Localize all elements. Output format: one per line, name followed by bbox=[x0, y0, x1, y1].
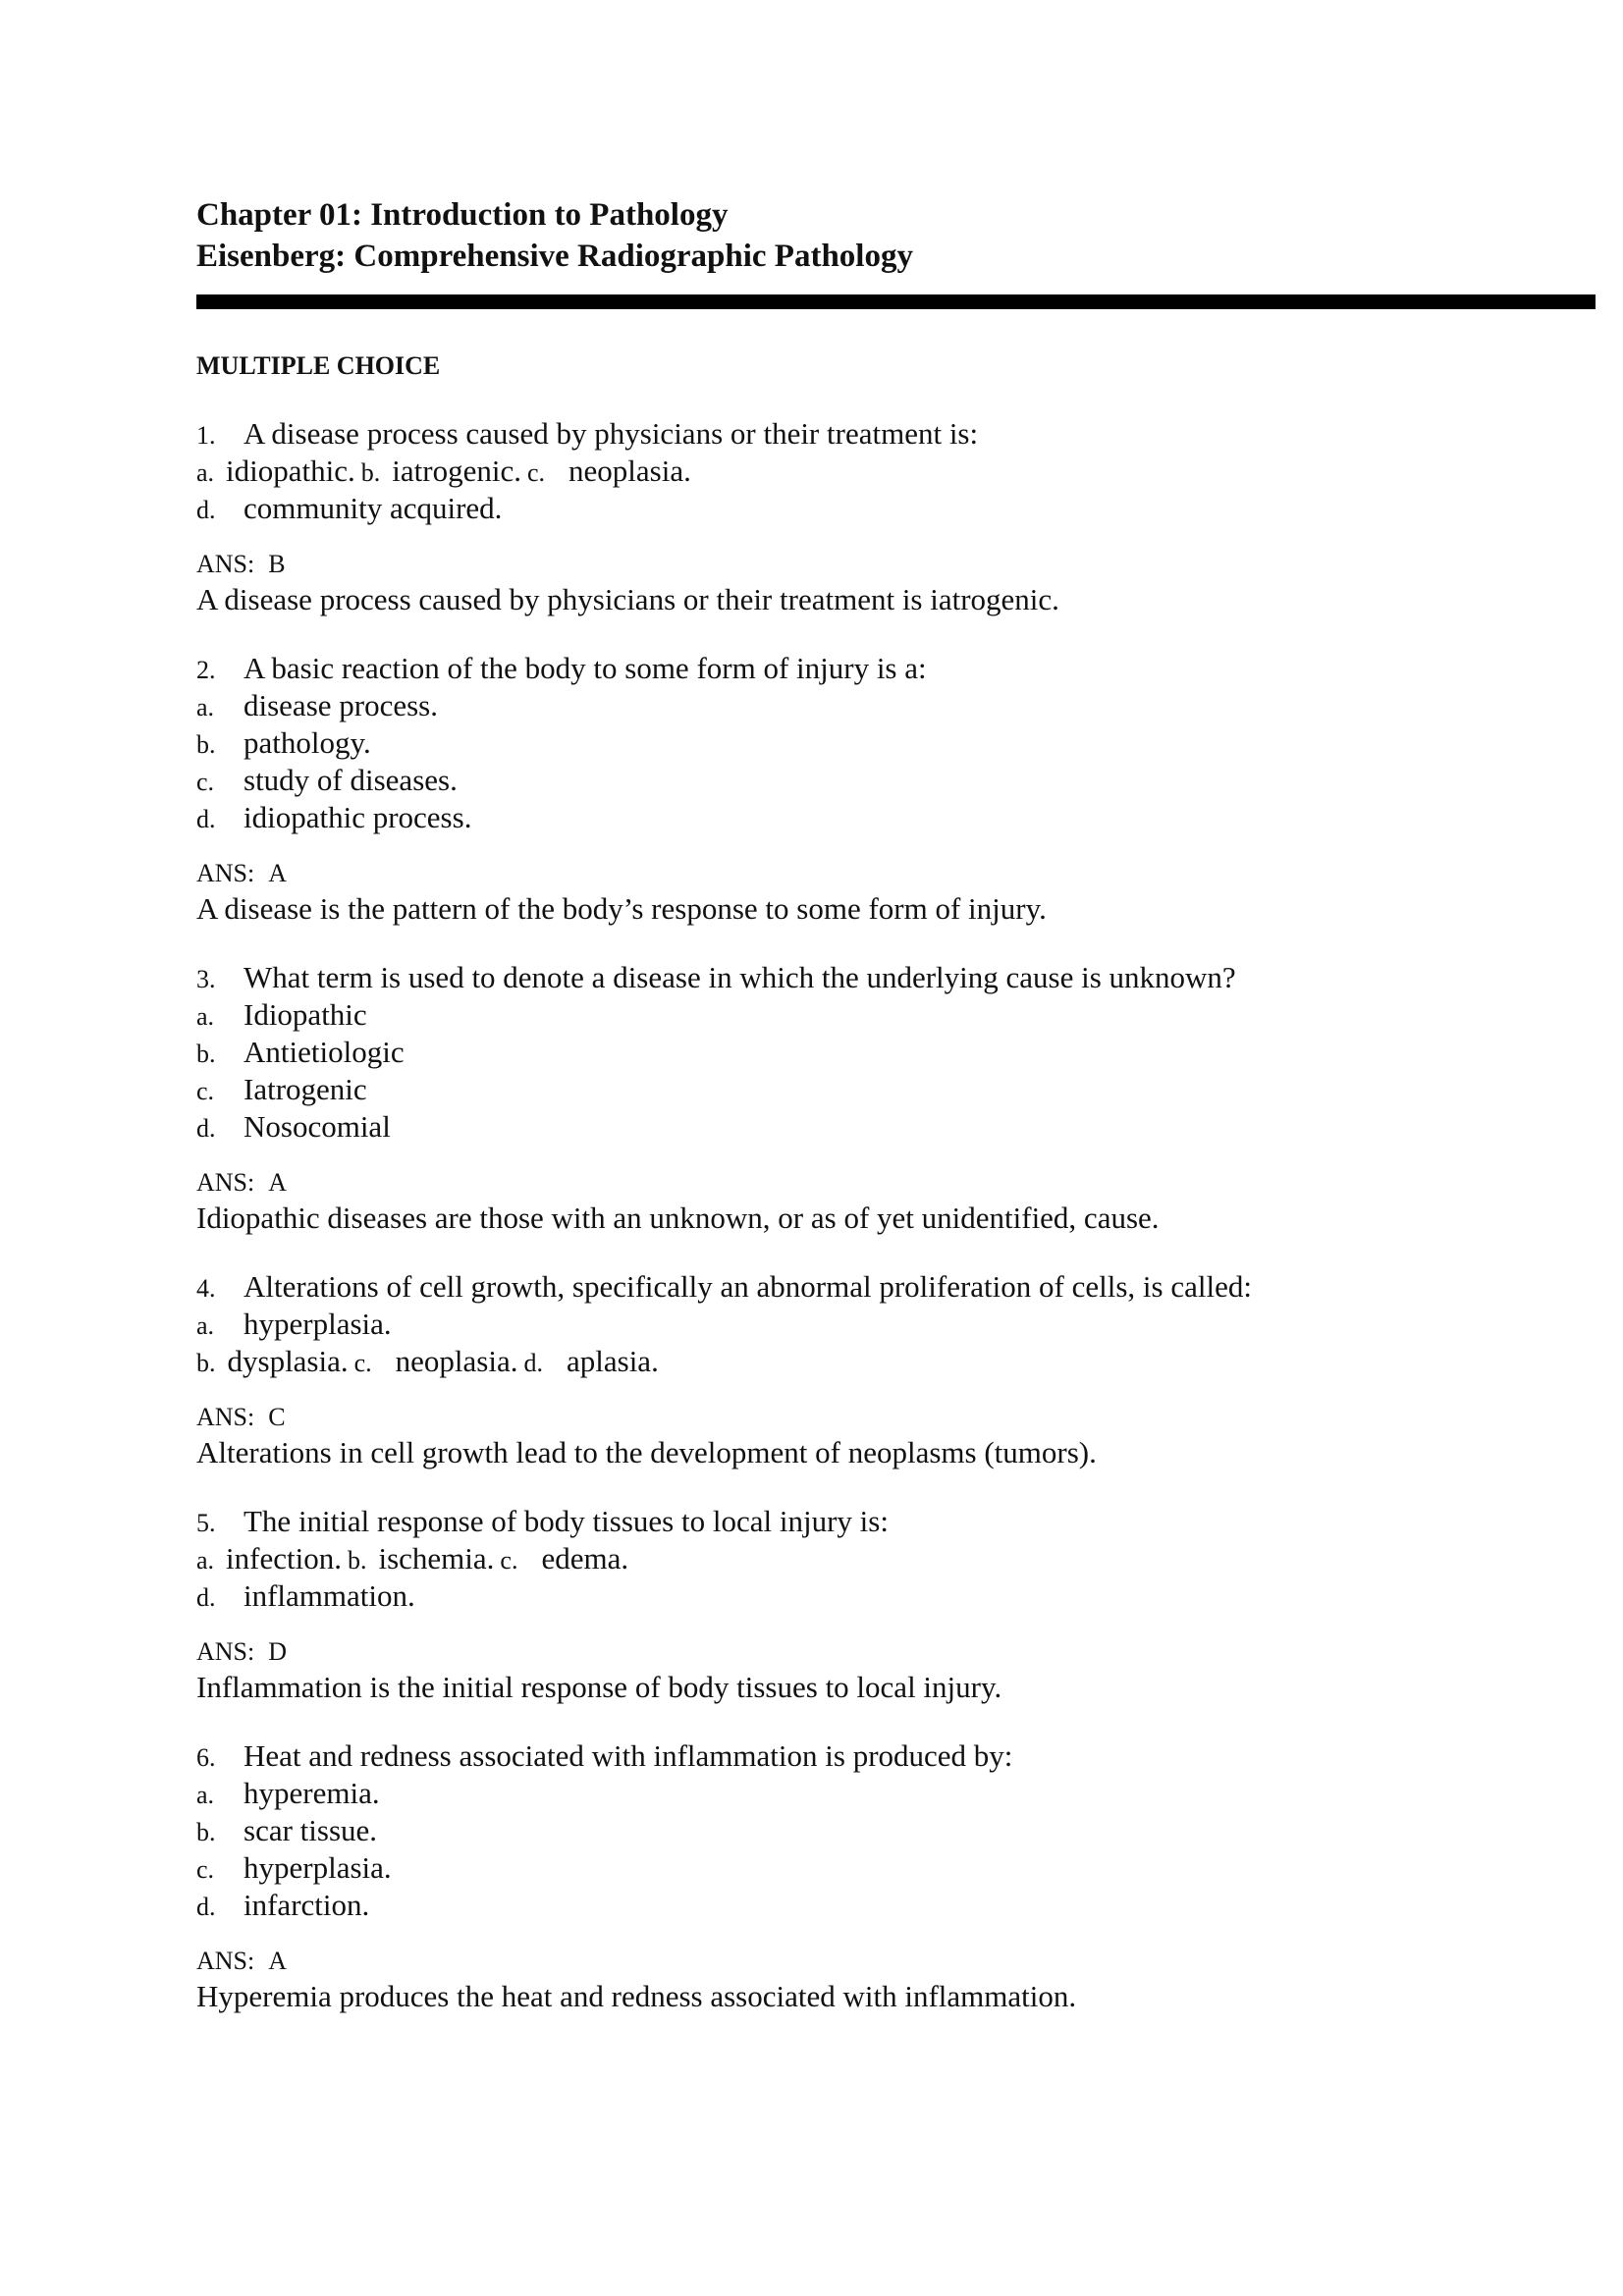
answer-line bbox=[196, 1401, 1600, 1434]
answer-value: A bbox=[268, 1947, 288, 1975]
question-number: 1. bbox=[196, 421, 216, 450]
question-stem bbox=[196, 416, 1600, 454]
option-text: Iatrogenic bbox=[243, 1072, 367, 1106]
option-text: study of diseases. bbox=[243, 763, 458, 797]
option bbox=[196, 725, 1600, 763]
option-text: infarction. bbox=[243, 1888, 370, 1922]
option-row bbox=[196, 1541, 1600, 1578]
answer-line bbox=[196, 1166, 1600, 1200]
option bbox=[196, 800, 1600, 837]
answer-explanation: A disease is the pattern of the body’s response to some form of injury. bbox=[196, 891, 1047, 926]
option-letter: b. bbox=[360, 458, 381, 487]
option-letter: a. bbox=[196, 1311, 215, 1340]
option-text: hyperplasia. bbox=[243, 1307, 392, 1341]
answer-line bbox=[196, 1945, 1600, 1978]
option-letter: a. bbox=[196, 1546, 215, 1575]
question-text: The initial response of body tissues to local injury is: bbox=[243, 1504, 889, 1538]
option-letter: d. bbox=[196, 805, 216, 833]
question-stem bbox=[196, 960, 1600, 997]
question-3 bbox=[196, 960, 1600, 1236]
option-text: aplasia. bbox=[567, 1344, 659, 1378]
answer-explanation: Alterations in cell growth lead to the development of neoplasms (tumors). bbox=[196, 1435, 1097, 1469]
option-text: Idiopathic bbox=[243, 997, 367, 1032]
option-letter: a. bbox=[196, 693, 215, 721]
option-text: Antietiologic bbox=[243, 1035, 405, 1069]
option bbox=[196, 1888, 1600, 1925]
option-text: scar tissue. bbox=[243, 1813, 378, 1847]
option-text: hyperemia. bbox=[243, 1776, 380, 1810]
answer-value: D bbox=[268, 1637, 288, 1666]
option-text: dysplasia. bbox=[227, 1344, 349, 1378]
option-letter: b. bbox=[347, 1546, 367, 1575]
answer-label: ANS: bbox=[196, 1168, 255, 1197]
option bbox=[196, 1307, 1600, 1344]
option-letter: d. bbox=[523, 1349, 543, 1377]
option-text: neoplasia. bbox=[568, 454, 691, 488]
question-1 bbox=[196, 416, 1600, 617]
option-letter: b. bbox=[196, 1349, 216, 1377]
question-6 bbox=[196, 1738, 1600, 2014]
option-letter: d. bbox=[196, 1583, 216, 1612]
option bbox=[196, 1813, 1600, 1850]
question-text: A disease process caused by physicians or their treatment is: bbox=[243, 416, 979, 451]
answer-label: ANS: bbox=[196, 1947, 255, 1975]
option-row bbox=[196, 454, 1600, 491]
option-letter: d. bbox=[196, 496, 216, 524]
option-letter: c. bbox=[500, 1546, 518, 1575]
question-text: A basic reaction of the body to some form of injury is a: bbox=[243, 651, 927, 685]
answer-explanation: Inflammation is the initial response of body tissues to local injury. bbox=[196, 1670, 1002, 1704]
answer-value: C bbox=[268, 1403, 286, 1431]
answer-label: ANS: bbox=[196, 1637, 255, 1666]
option bbox=[196, 688, 1600, 725]
option-text: community acquired. bbox=[243, 491, 503, 525]
answer-line bbox=[196, 857, 1600, 890]
answer-label: ANS: bbox=[196, 859, 255, 887]
answer-value: A bbox=[268, 1168, 288, 1197]
question-2 bbox=[196, 651, 1600, 927]
option-row bbox=[196, 1344, 1600, 1381]
question-number: 5. bbox=[196, 1509, 216, 1537]
answer-line bbox=[196, 1635, 1600, 1669]
option bbox=[196, 1072, 1600, 1109]
header-rule bbox=[196, 294, 1596, 309]
option bbox=[196, 1776, 1600, 1813]
chapter-title: Chapter 01: Introduction to Pathology bbox=[196, 197, 729, 233]
question-stem bbox=[196, 1269, 1600, 1307]
question-number: 3. bbox=[196, 965, 216, 993]
option-letter: b. bbox=[196, 730, 216, 759]
question-number: 2. bbox=[196, 656, 216, 684]
option-text: ischemia. bbox=[378, 1541, 495, 1575]
option-text: pathology. bbox=[243, 725, 371, 760]
option bbox=[196, 763, 1600, 800]
option bbox=[196, 1578, 1600, 1616]
option-letter: a. bbox=[196, 1781, 215, 1809]
answer-value: A bbox=[268, 859, 288, 887]
option bbox=[196, 1850, 1600, 1888]
option-text: idiopathic. bbox=[226, 454, 355, 488]
option-text: iatrogenic. bbox=[392, 454, 521, 488]
document-page bbox=[196, 194, 1600, 2014]
option-letter: c. bbox=[196, 1077, 215, 1105]
answer-label: ANS: bbox=[196, 1403, 255, 1431]
question-number: 6. bbox=[196, 1743, 216, 1772]
option-text: disease process. bbox=[243, 688, 438, 722]
question-4 bbox=[196, 1269, 1600, 1470]
option-letter: a. bbox=[196, 458, 215, 487]
answer-explanation: A disease process caused by physicians or their treatment is iatrogenic. bbox=[196, 582, 1059, 616]
option-letter: b. bbox=[196, 1818, 216, 1846]
book-title: Eisenberg: Comprehensive Radiographic Pathology bbox=[196, 239, 913, 274]
option-text: infection. bbox=[226, 1541, 342, 1575]
option bbox=[196, 997, 1600, 1035]
option-letter: c. bbox=[196, 768, 215, 796]
question-text: Alterations of cell growth, specifically an abnormal proliferation of cells, is called: bbox=[243, 1269, 1252, 1304]
answer-value: B bbox=[268, 550, 286, 578]
option-text: edema. bbox=[541, 1541, 629, 1575]
option-letter: c. bbox=[526, 458, 546, 487]
option bbox=[196, 491, 1600, 528]
option-letter: d. bbox=[196, 1114, 216, 1143]
question-number: 4. bbox=[196, 1274, 216, 1303]
option-text: idiopathic process. bbox=[243, 800, 472, 834]
option-text: neoplasia. bbox=[395, 1344, 518, 1378]
option-letter: b. bbox=[196, 1040, 216, 1068]
option bbox=[196, 1035, 1600, 1072]
question-stem bbox=[196, 1738, 1600, 1776]
option-letter: a. bbox=[196, 1002, 215, 1031]
answer-explanation: Hyperemia produces the heat and redness associated with inflammation. bbox=[196, 1979, 1077, 2013]
answer-label: ANS: bbox=[196, 550, 255, 578]
question-text: Heat and redness associated with inflammation is produced by: bbox=[243, 1738, 1013, 1773]
option bbox=[196, 1109, 1600, 1147]
question-text: What term is used to denote a disease in which the underlying cause is unknown? bbox=[243, 960, 1236, 994]
section-heading: MULTIPLE CHOICE bbox=[196, 351, 441, 380]
option-text: inflammation. bbox=[243, 1578, 415, 1613]
option-letter: d. bbox=[196, 1893, 216, 1921]
question-stem bbox=[196, 1504, 1600, 1541]
answer-line bbox=[196, 548, 1600, 581]
option-text: Nosocomial bbox=[243, 1109, 391, 1144]
question-5 bbox=[196, 1504, 1600, 1705]
question-stem bbox=[196, 651, 1600, 688]
option-letter: c. bbox=[353, 1349, 372, 1377]
option-letter: c. bbox=[196, 1855, 215, 1884]
option-text: hyperplasia. bbox=[243, 1850, 392, 1885]
answer-explanation: Idiopathic diseases are those with an unknown, or as of yet unidentified, cause. bbox=[196, 1201, 1160, 1235]
